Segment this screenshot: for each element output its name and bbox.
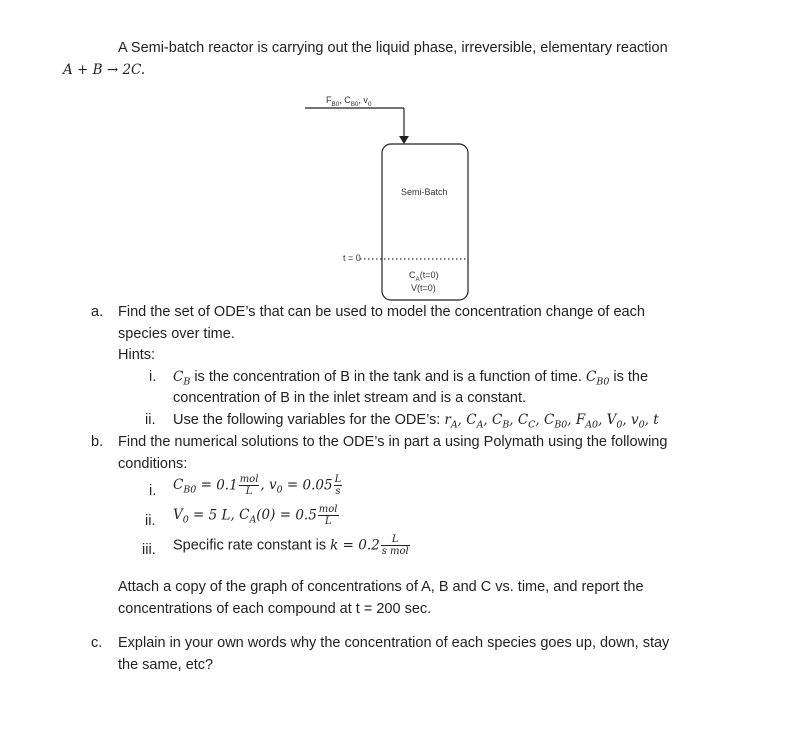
condition-iii-marker: iii. (142, 542, 156, 558)
hint-ii-line: Use the following variables for the ODE’s: $r_A$, $C_A$, $C_B$, $C_C$, $C_{B0}$, $F_{A0}$, $V_0$, $v_0$, t (173, 412, 659, 431)
condition-ii-marker: ii. (145, 513, 156, 529)
hint-ii-marker: ii. (145, 412, 156, 428)
feed-label: $F_{B0}$, $C_{B0}$, $v_0$ (326, 95, 372, 108)
time-zero-label: t = 0 (343, 253, 361, 263)
condition-i: $C_{B0} = 0.1$ $\frac{\text{mol}}{L}$ , $v_0 = 0.05$ $\frac{L}{s}$ (173, 474, 342, 497)
part-a-marker: a. (91, 304, 104, 320)
reaction-equation: A + B → 2C. (63, 62, 146, 78)
initial-volume-label: V(t=0) (411, 283, 436, 293)
part-b-marker: b. (91, 434, 104, 450)
hint-i-line-1: $C_B$ is the concentration of B in the tank and is a function of time. $C_{B0}$ is the (173, 369, 649, 388)
intro-text: A Semi-batch reactor is carrying out the liquid phase, irreversible, elementary reaction (118, 40, 668, 56)
attach-text-2: concentrations of each compound at t = 200 sec. (118, 601, 432, 617)
hint-i-line-2: concentration of B in the inlet stream and is a constant. (173, 390, 527, 406)
semi-batch-diagram (300, 88, 500, 303)
part-a-text-2: species over time. (118, 326, 235, 342)
part-b-text-2: conditions: (118, 456, 188, 472)
arrow-down-icon (399, 136, 409, 144)
part-b-text-1: Find the numerical solutions to the ODE’s in part a using Polymath using the following (118, 434, 668, 450)
part-c-marker: c. (91, 635, 103, 651)
condition-i-marker: i. (149, 483, 157, 499)
part-a-text-1: Find the set of ODE’s that can be used to model the concentration change of each (118, 304, 645, 320)
tank-label: Semi-Batch (401, 187, 448, 197)
attach-text-1: Attach a copy of the graph of concentrations of A, B and C vs. time, and report the (118, 579, 644, 595)
condition-ii: $V_0 = 5$ L, $C_A(0) = 0.5$ $\frac{\text{mol}}{L}$ (173, 504, 338, 527)
hints-label: Hints: (118, 347, 156, 363)
hint-i-marker: i. (149, 369, 157, 385)
part-c-text-1: Explain in your own words why the concentration of each species goes up, down, stay (118, 635, 670, 651)
part-c-text-2: the same, etc? (118, 657, 214, 673)
condition-iii: Specific rate constant is k = 0.2 $\frac{L}{\text{s mol}}$ (173, 534, 409, 557)
initial-concentration-label: $C_A(t=0)$ (409, 270, 439, 283)
